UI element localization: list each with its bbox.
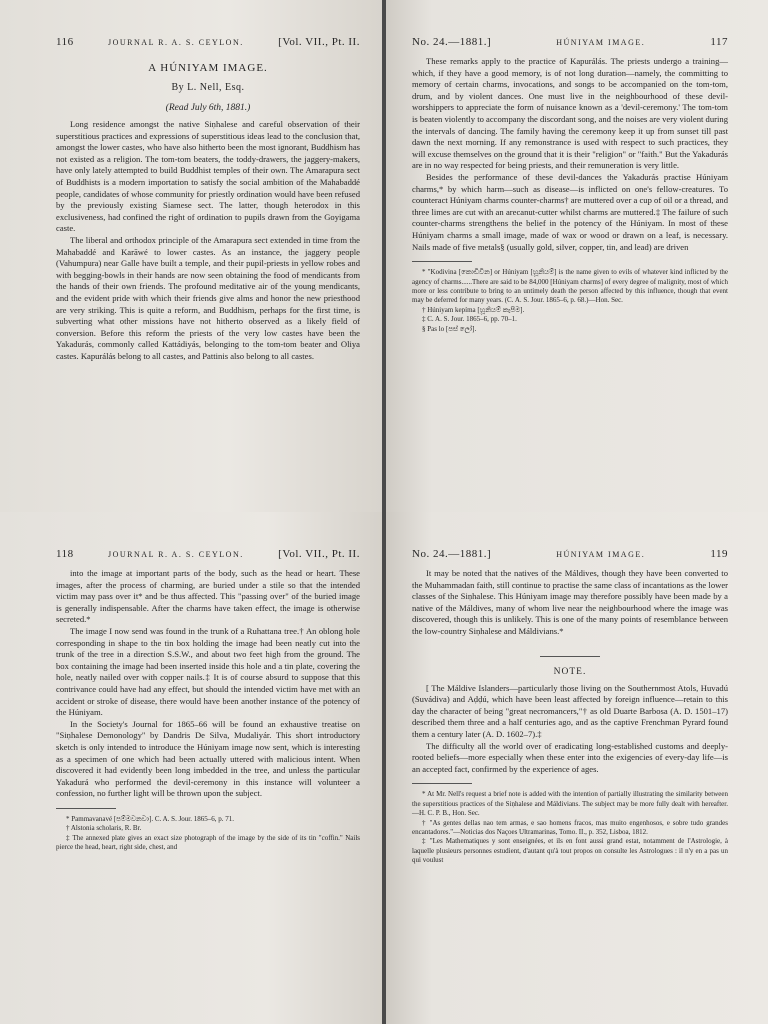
journal-title: JOURNAL R. A. S. CEYLON. <box>108 38 244 47</box>
footnote: ‡ "Les Mathematiques y sont enseignées, et ils en font aussi grand estat, notamment de l'Astrologie, à laquelle plusieurs personnes estudient, d'autant qu'à tout propos on consulte les Astrologues : il n'y en a pas un qui voulust <box>412 837 728 865</box>
volume-label: [Vol. VII., Pt. II. <box>278 36 360 48</box>
paragraph: The image I now send was found in the trunk of a Ruhattana tree.† An oblong hole corresponding in shape to the tin box holding the image had been neatly cut into the trunk of the tree in a direction S.S.W., and about two feet high from the ground. The box containing the image had been inserted inside this hole and a tin plate, covering the hole, neatly nailed over with copper nails.‡ It is of course absurd to suppose that this contrivance could have had any effect, but should the intended victim have met with an accident or stroke of disease, there would have been another instance of the potency of the Húniyam. <box>56 625 360 718</box>
issue-label: No. 24.—1881.] <box>412 548 492 560</box>
footnote: ‡ C. A. S. Jour. 1865–6, pp. 70–1. <box>422 315 517 324</box>
page-number: 116 <box>56 36 74 48</box>
page-118 <box>0 512 382 1024</box>
footnote-rule <box>412 783 472 784</box>
footnotes <box>412 790 728 865</box>
footnote: † "As gentes dellas nao tem armas, e sao homens fracos, mas muito engenhosos, e sobre tudo grandes encantadores."—Noticias dos Naçoes Ultramarinas, Tomo. II., p. 352, Lisboa, 1812. <box>412 818 728 836</box>
footnote: † Alstonia scholaris, R. Br. <box>66 824 142 833</box>
bottom-spread <box>0 512 768 1024</box>
running-head <box>56 36 360 48</box>
footnote: † Húniyam kepíma [හූනියම් කැපීම]. <box>422 305 525 314</box>
running-head <box>412 548 728 560</box>
read-date: (Read July 6th, 1881.) <box>165 103 251 113</box>
page-116 <box>0 0 382 512</box>
running-title: HÚNIYAM IMAGE. <box>556 550 646 559</box>
page-119 <box>386 512 768 1024</box>
paragraph: into the image at important parts of the body, such as the head or heart. These images, after the process of charming, are buried under a stile so that the intended victim may pass over it* and be thus affected. This "passing over" of the buried image is generally indispensable. After the charms have taken effect, the image is otherwise secreted.* <box>56 568 360 625</box>
paragraph: [ The Máldive Islanders—particularly those living on the Southernmost Atols, Huvadú (Suvádiva) and Aḍḍú, which have been least affected by foreign influence—retain to this day the character of being "great necromancers,"† as old Duarte Barbosa (A. D. 1501–17) described them three and a half centuries ago, and as the captive Frenchman Pyrard found them a century later (A. D. 1602–7).‡ <box>412 682 728 739</box>
byline: By L. Nell, Esq. <box>171 82 245 93</box>
note-heading: NOTE. <box>553 666 587 677</box>
footnotes <box>412 268 728 334</box>
footnote: * "Kodivina [කොඩිවින] or Húniyam [හූනියම්] is the name given to evils of whatever kind inflicted by the agency of charms......There are said to be 84,000 [Húniyam charms] of every degree of malignity, most of which more or less contribute to bring to an untimely death the person affected by this influence, though that event may be deferred for many years. (C. A. S. Jour. 1865–6, p. 68.)—Hon. Sec. <box>412 268 728 305</box>
footnote: * At Mr. Nell's request a brief note is added with the intention of partially illustrating the similarity between the superstitious practices of the Siṇhalese and Máldivians. The subject may be more fully dealt with hereafter.—H. C. P. B., Hon. Sec. <box>412 790 728 818</box>
paragraph: It may be noted that the natives of the Máldives, though they have been converted to the Muhammadan faith, still continue to practise the same class of incantations as the lower classes of the Siṇhalese. This Húniyam image may therefore possibly have been made by a native of the Máldives, many of whom live near the neighbourhood where the image was discovered, though this is unlikely. This is one of the many points of resemblance between the low-country Siṇhalese and Máldivians.* <box>412 568 728 636</box>
footnote: § Pas lo [පස් ලෝ]. <box>422 324 477 333</box>
footnote: * Pammavanavé [පම්මවනවා]. C. A. S. Jour. 1865–6, p. 71. <box>66 814 234 823</box>
paragraph: Besides the performance of these devil-dances the Yakadurás practise Húniyam charms,* by which harm—such as disease—is inflicted on one's fellow-creatures. To counteract Húniyam charms counter-charms† are muttered over a cup of oil or a thread, and three limes are cut with an arecanut-cutter whilst charms are muttered.‡ The failure of such counter-charms strengthens the belief in the potency of the Húniyam. In most of these Húniyam charms a small image, made of wax or wood or drawn on a leaf, is necessary. Nails made of five metals§ (usually gold, silver, copper, tin, and lead) are driven <box>412 171 728 252</box>
paragraph: The difficulty all the world over of eradicating long-established customs and deeply-rooted beliefs—more especially when these enter into the exigencies of every-day life—is an accepted fact, confirmed by the experience of ages. <box>412 740 728 774</box>
running-head <box>56 548 360 560</box>
footnotes <box>56 815 360 853</box>
paragraph: Long residence amongst the native Siṇhalese and careful observation of their superstitious practices and expressions of superstitious ideas lead to the conclusion that, amongst the lower castes, who have also hitherto been the most ignorant, Buddhism has not existed as a religion. The tom-tom beaters, the toddy-drawers, the jaggery-makers, have only lately attempted to build Buddhist temples of their own. The Amarapura sect of Buddhists is a modern importation to satisfy the social ambition of the Mahabaddé people, candidates of whose community for priestly ordination would have been refused by the previously existing Siamese sect. The latter, though heterodox in this exclusiveness, had confined the right of ordination to pupils drawn from the Goyigama caste. <box>56 119 360 234</box>
page-number: 118 <box>56 548 74 560</box>
paragraph: The liberal and orthodox principle of the Amarapura sect extended in time from the Mahabaddé and Karāwé to lower castes. As an instance, the jaggery people (Vahumpura) near Galle have built a temple, and their pupil-priests in yellow robes and with begging-bowls in their hands are now seen obtaining the food of mendicants from the hands of their own friends. The profound meditative air of the young mendicants, and the evident pride with which their friends give alms and honor the new priesthood are very striking. This is quite a reform, and Buddhism, perhaps for the first time, is subverting what other missions have not hitherto observed as a likely field of conversion. Before this reform the priests of the very low castes have been the Yakadurás, commonly called Kattádiyás, belonging to the tom-tom beater and Oliya castes. Kapurálás belong to all castes, and Pattinis also belong to all castes. <box>56 234 360 361</box>
journal-title: JOURNAL R. A. S. CEYLON. <box>108 550 244 559</box>
footnote-rule <box>56 808 116 809</box>
page-number: 117 <box>710 36 728 48</box>
page-117 <box>386 0 768 512</box>
running-title: HÚNIYAM IMAGE. <box>556 38 646 47</box>
page-number: 119 <box>710 548 728 560</box>
section-rule <box>540 656 600 657</box>
volume-label: [Vol. VII., Pt. II. <box>278 548 360 560</box>
running-head <box>412 36 728 48</box>
paragraph: These remarks apply to the practice of Kapurálás. The priests undergo a training—which, if they have a good memory, is of not long duration—namely, the committing to memory of certain charms, invocations, and songs to be accompanied on the tom-tom, drum, and by violent dances. One must live in the neighbourhood of these devil-worshippers to appreciate the form of nuisance known as a 'devil-ceremony.' The tom-tom is beaten violently to accompany the discordant song, and the noises are very violent during the intervals of dancing. The family having the ceremony keep it up from sunset till past dawn the next morning. If any remonstrance is used with respect to such practices, they will excuse themselves on the ground that it is their "religion" or "faith." But the Yakadurás are in no way respected for being priests, and their remuneration is very little. <box>412 56 728 171</box>
article-title: A HÚNIYAM IMAGE. <box>148 62 268 74</box>
paragraph: In the Society's Journal for 1865–66 will be found an exhaustive treatise on "Siṇhalese Demonology" by Dandris De Silva, Mudaliyár. This short introductory sketch is only intended to introduce the Húniyam image now sent, which is interesting as a specimen of one which had been actually uttered with malicious intent. When discovered it had evidently been long imbedded in the tree, and unless the particular Yakadurá who performed the devil-ceremony in this instance will volunteer a confession, no further light will be thrown upon the subject. <box>56 718 360 799</box>
issue-label: No. 24.—1881.] <box>412 36 492 48</box>
footnote-rule <box>412 261 472 262</box>
footnote: ‡ The annexed plate gives an exact size photograph of the image by the side of its tin "coffin." Nails pierce the head, heart, right side, chest, and <box>56 833 360 852</box>
